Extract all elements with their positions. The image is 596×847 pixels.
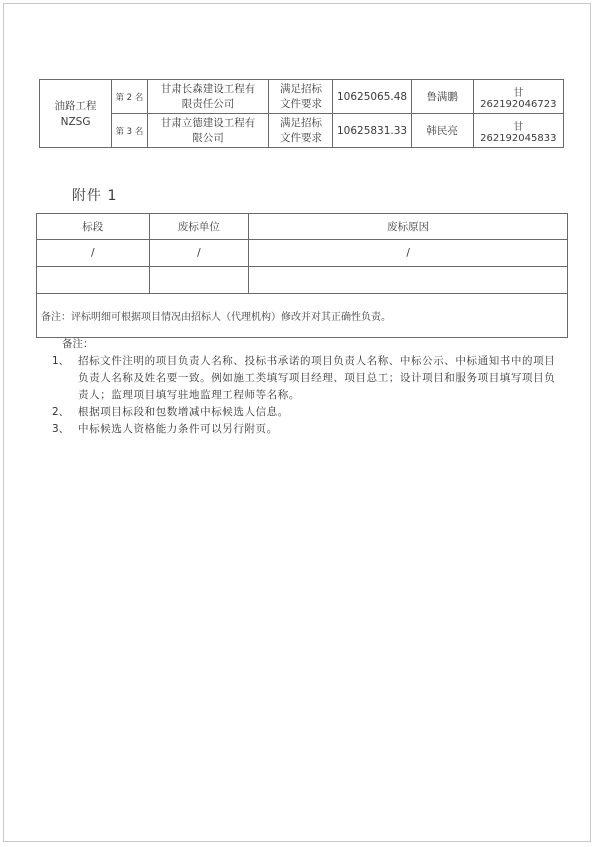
table-cell xyxy=(37,267,150,294)
price-cell: 10625065.48 xyxy=(333,80,411,114)
table-note: 备注：评标明细可根据项目情况由招标人（代理机构）修改并对其正确性负责。 xyxy=(37,294,568,338)
manager-cell: 韩民亮 xyxy=(411,114,473,148)
table-cell: / xyxy=(249,240,568,267)
table-cell xyxy=(149,267,249,294)
company-name-line: 限责任公司 xyxy=(181,97,235,110)
table-row xyxy=(37,267,568,294)
remark-item xyxy=(52,421,562,438)
section-name: 油路工程 xyxy=(54,99,97,112)
remark-text: 根据项目标段和包数增减中标候选人信息。 xyxy=(78,406,289,418)
rank-cell: 第 2 名 xyxy=(112,80,148,114)
remark-number: 2、 xyxy=(52,406,70,418)
company-cell xyxy=(147,80,269,114)
requirement-cell xyxy=(269,80,333,114)
requirement-cell xyxy=(269,114,333,148)
certificate-cell: 甘 262192046723 xyxy=(473,80,563,114)
candidate-table xyxy=(39,79,564,148)
rank-cell: 第 3 名 xyxy=(112,114,148,148)
remarks-title: 备注： xyxy=(62,338,94,350)
section-code: NZSG xyxy=(60,115,91,128)
remark-text: 招标文件注明的项目负责人名称、投标书承诺的项目负责人名称、中标公示、中标通知书中的项目负责人名称及姓名要一致。例如施工类填写项目经理、项目总工；设计项目和服务项目填写项目负责人；监理项目填写驻地监理工程师等名称。 xyxy=(78,355,556,401)
table-note-row xyxy=(37,294,568,338)
remark-number: 3、 xyxy=(52,423,70,435)
table-cell xyxy=(249,267,568,294)
table-row xyxy=(40,80,564,114)
remarks-section xyxy=(52,336,562,438)
remark-item xyxy=(52,353,562,404)
requirement-line: 文件要求 xyxy=(279,97,322,110)
table-header-row xyxy=(37,214,568,240)
requirement-line: 满足招标 xyxy=(279,82,322,95)
remark-text: 中标候选人资格能力条件可以另行附页。 xyxy=(78,423,278,435)
manager-cell: 鲁满鹏 xyxy=(411,80,473,114)
company-name-line: 限公司 xyxy=(192,131,224,144)
void-bid-table xyxy=(36,213,568,338)
requirement-line: 文件要求 xyxy=(279,131,322,144)
company-name-line: 甘肃长森建设工程有 xyxy=(160,82,256,95)
section-cell xyxy=(40,80,112,148)
header-void-reason: 废标原因 xyxy=(249,214,568,240)
attachment-title: 附件 1 xyxy=(72,188,118,204)
remark-item xyxy=(52,404,562,421)
table-row xyxy=(37,240,568,267)
requirement-line: 满足招标 xyxy=(279,116,322,129)
price-cell: 10625831.33 xyxy=(333,114,411,148)
table-row xyxy=(40,114,564,148)
header-void-unit: 废标单位 xyxy=(149,214,249,240)
table-cell: / xyxy=(37,240,150,267)
certificate-cell: 甘 262192045833 xyxy=(473,114,563,148)
header-section: 标段 xyxy=(37,214,150,240)
company-cell xyxy=(147,114,269,148)
table-cell: / xyxy=(149,240,249,267)
company-name-line: 甘肃立德建设工程有 xyxy=(160,116,256,129)
remark-number: 1、 xyxy=(52,355,70,367)
